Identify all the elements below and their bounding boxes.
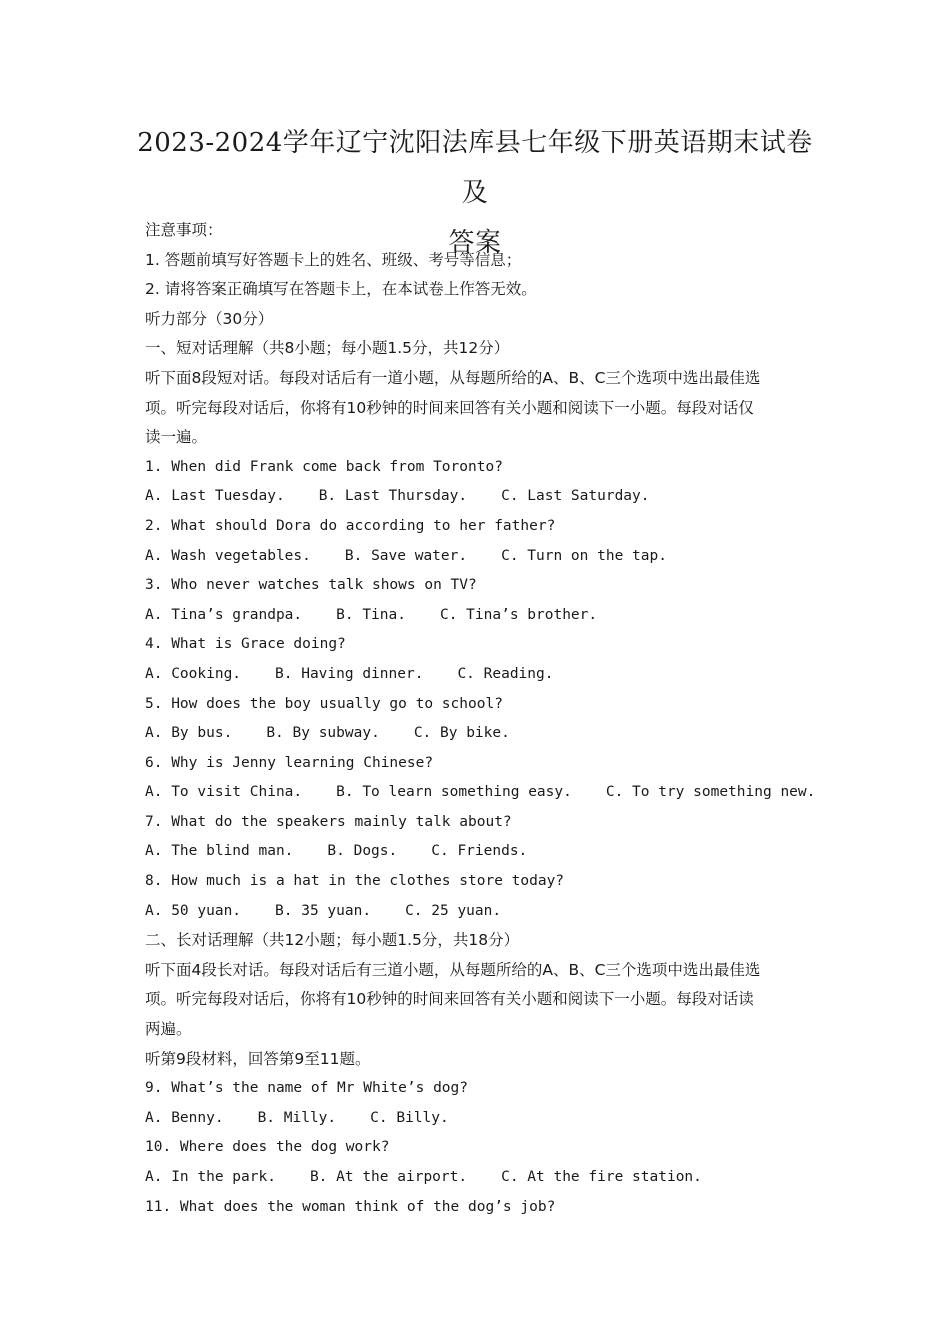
- option-c: C. Friends.: [431, 843, 528, 860]
- title-line-1: 2023-2024学年辽宁沈阳法库县七年级下册英语期末试卷及: [137, 128, 813, 208]
- question-3: 3. Who never watches talk shows on TV?: [145, 577, 477, 594]
- question-7: 7. What do the speakers mainly talk about?: [145, 813, 512, 830]
- question-11: 11. What does the woman think of the dog’s job?: [145, 1198, 556, 1215]
- option-a: A. 50 yuan.: [145, 902, 242, 919]
- question-10-options: [145, 1163, 810, 1193]
- part2-instruction-line-3: 两遍。: [145, 1020, 192, 1039]
- document-body: [145, 216, 816, 1222]
- question-5: 5. How does the boy usually go to school?: [145, 695, 503, 712]
- option-b: B. Save water.: [344, 547, 468, 564]
- option-c: C. Last Saturday.: [501, 488, 650, 505]
- option-b: B. At the airport.: [309, 1169, 468, 1185]
- option-c: C. Billy.: [370, 1109, 449, 1126]
- question-4: 4. What is Grace doing?: [145, 636, 346, 653]
- notice-item-1: 1. 答题前填写好答题卡上的姓名、班级、考号等信息；: [145, 250, 522, 269]
- option-b: B. To learn something easy.: [336, 784, 572, 801]
- question-1-options: [145, 482, 810, 512]
- question-2: 2. What should Dora do according to her father?: [145, 517, 556, 534]
- question-6: 6. Why is Jenny learning Chinese?: [145, 754, 434, 771]
- option-b: B. Milly.: [257, 1109, 337, 1126]
- option-a: A. Tina’s grandpa.: [145, 606, 303, 623]
- part1-heading: 一、短对话理解（共8小题；每小题1.5分，共12分）: [145, 339, 510, 358]
- option-b: B. Last Thursday.: [318, 488, 468, 505]
- question-3-options: [145, 601, 810, 631]
- option-a: A. Cooking.: [145, 665, 242, 682]
- question-2-options: [145, 542, 810, 572]
- option-c: C. Turn on the tap.: [501, 547, 667, 564]
- option-a: A. By bus.: [145, 725, 233, 742]
- notice-item-2: 2. 请将答案正确填写在答题卡上，在本试卷上作答无效。: [145, 280, 537, 299]
- question-9-options: [145, 1104, 810, 1134]
- option-a: A. Last Tuesday.: [145, 488, 285, 505]
- question-8-options: [145, 897, 810, 927]
- part1-instruction-line-3: 读一遍。: [145, 428, 208, 447]
- option-c: C. Tina’s brother.: [439, 606, 598, 623]
- material-9-instruction: 听第9段材料，回答第9至11题。: [145, 1049, 371, 1068]
- part2-instruction-line-1: 听下面4段长对话。每段对话后有三道小题，从每题所给的A、B、C三个选项中选出最佳选: [145, 960, 761, 979]
- part2-instruction-line-2: 项。听完每段对话后，你将有10秒钟的时间来回答有关小题和阅读下一小题。每段对话读: [145, 990, 754, 1009]
- option-a: A. The blind man.: [145, 843, 294, 860]
- part1-instruction-line-1: 听下面8段短对话。每段对话后有一道小题，从每题所给的A、B、C三个选项中选出最佳选: [145, 368, 761, 387]
- listening-heading: 听力部分（30分）: [145, 309, 274, 328]
- notice-heading: 注意事项：: [145, 221, 223, 239]
- option-b: B. 35 yuan.: [275, 902, 372, 919]
- option-b: B. Dogs.: [327, 843, 398, 860]
- option-a: A. In the park.: [145, 1169, 276, 1185]
- title-line-2: 答案: [448, 228, 502, 258]
- question-1: 1. When did Frank come back from Toronto?: [145, 458, 503, 475]
- option-b: B. By subway.: [266, 725, 380, 742]
- option-c: C. To try something new.: [605, 784, 816, 801]
- option-a: A. To visit China.: [145, 784, 303, 801]
- option-a: A. Benny.: [145, 1109, 224, 1126]
- question-8: 8. How much is a hat in the clothes store today?: [145, 873, 565, 890]
- question-6-options: [145, 778, 816, 808]
- part2-heading: 二、长对话理解（共12小题；每小题1.5分，共18分）: [145, 931, 520, 950]
- question-10: 10. Where does the dog work?: [145, 1139, 390, 1156]
- option-c: C. By bike.: [413, 725, 510, 742]
- option-a: A. Wash vegetables.: [145, 547, 311, 564]
- question-7-options: [145, 837, 810, 867]
- question-4-options: [145, 660, 810, 690]
- question-5-options: [145, 719, 810, 749]
- option-c: C. 25 yuan.: [405, 902, 502, 919]
- option-c: C. At the fire station.: [501, 1169, 702, 1185]
- part1-instruction-line-2: 项。听完每段对话后，你将有10秒钟的时间来回答有关小题和阅读下一小题。每段对话仅: [145, 398, 754, 417]
- option-b: B. Tina.: [336, 606, 406, 623]
- question-9: 9. What’s the name of Mr White’s dog?: [145, 1080, 469, 1097]
- option-c: C. Reading.: [457, 665, 554, 682]
- option-b: B. Having dinner.: [275, 665, 424, 682]
